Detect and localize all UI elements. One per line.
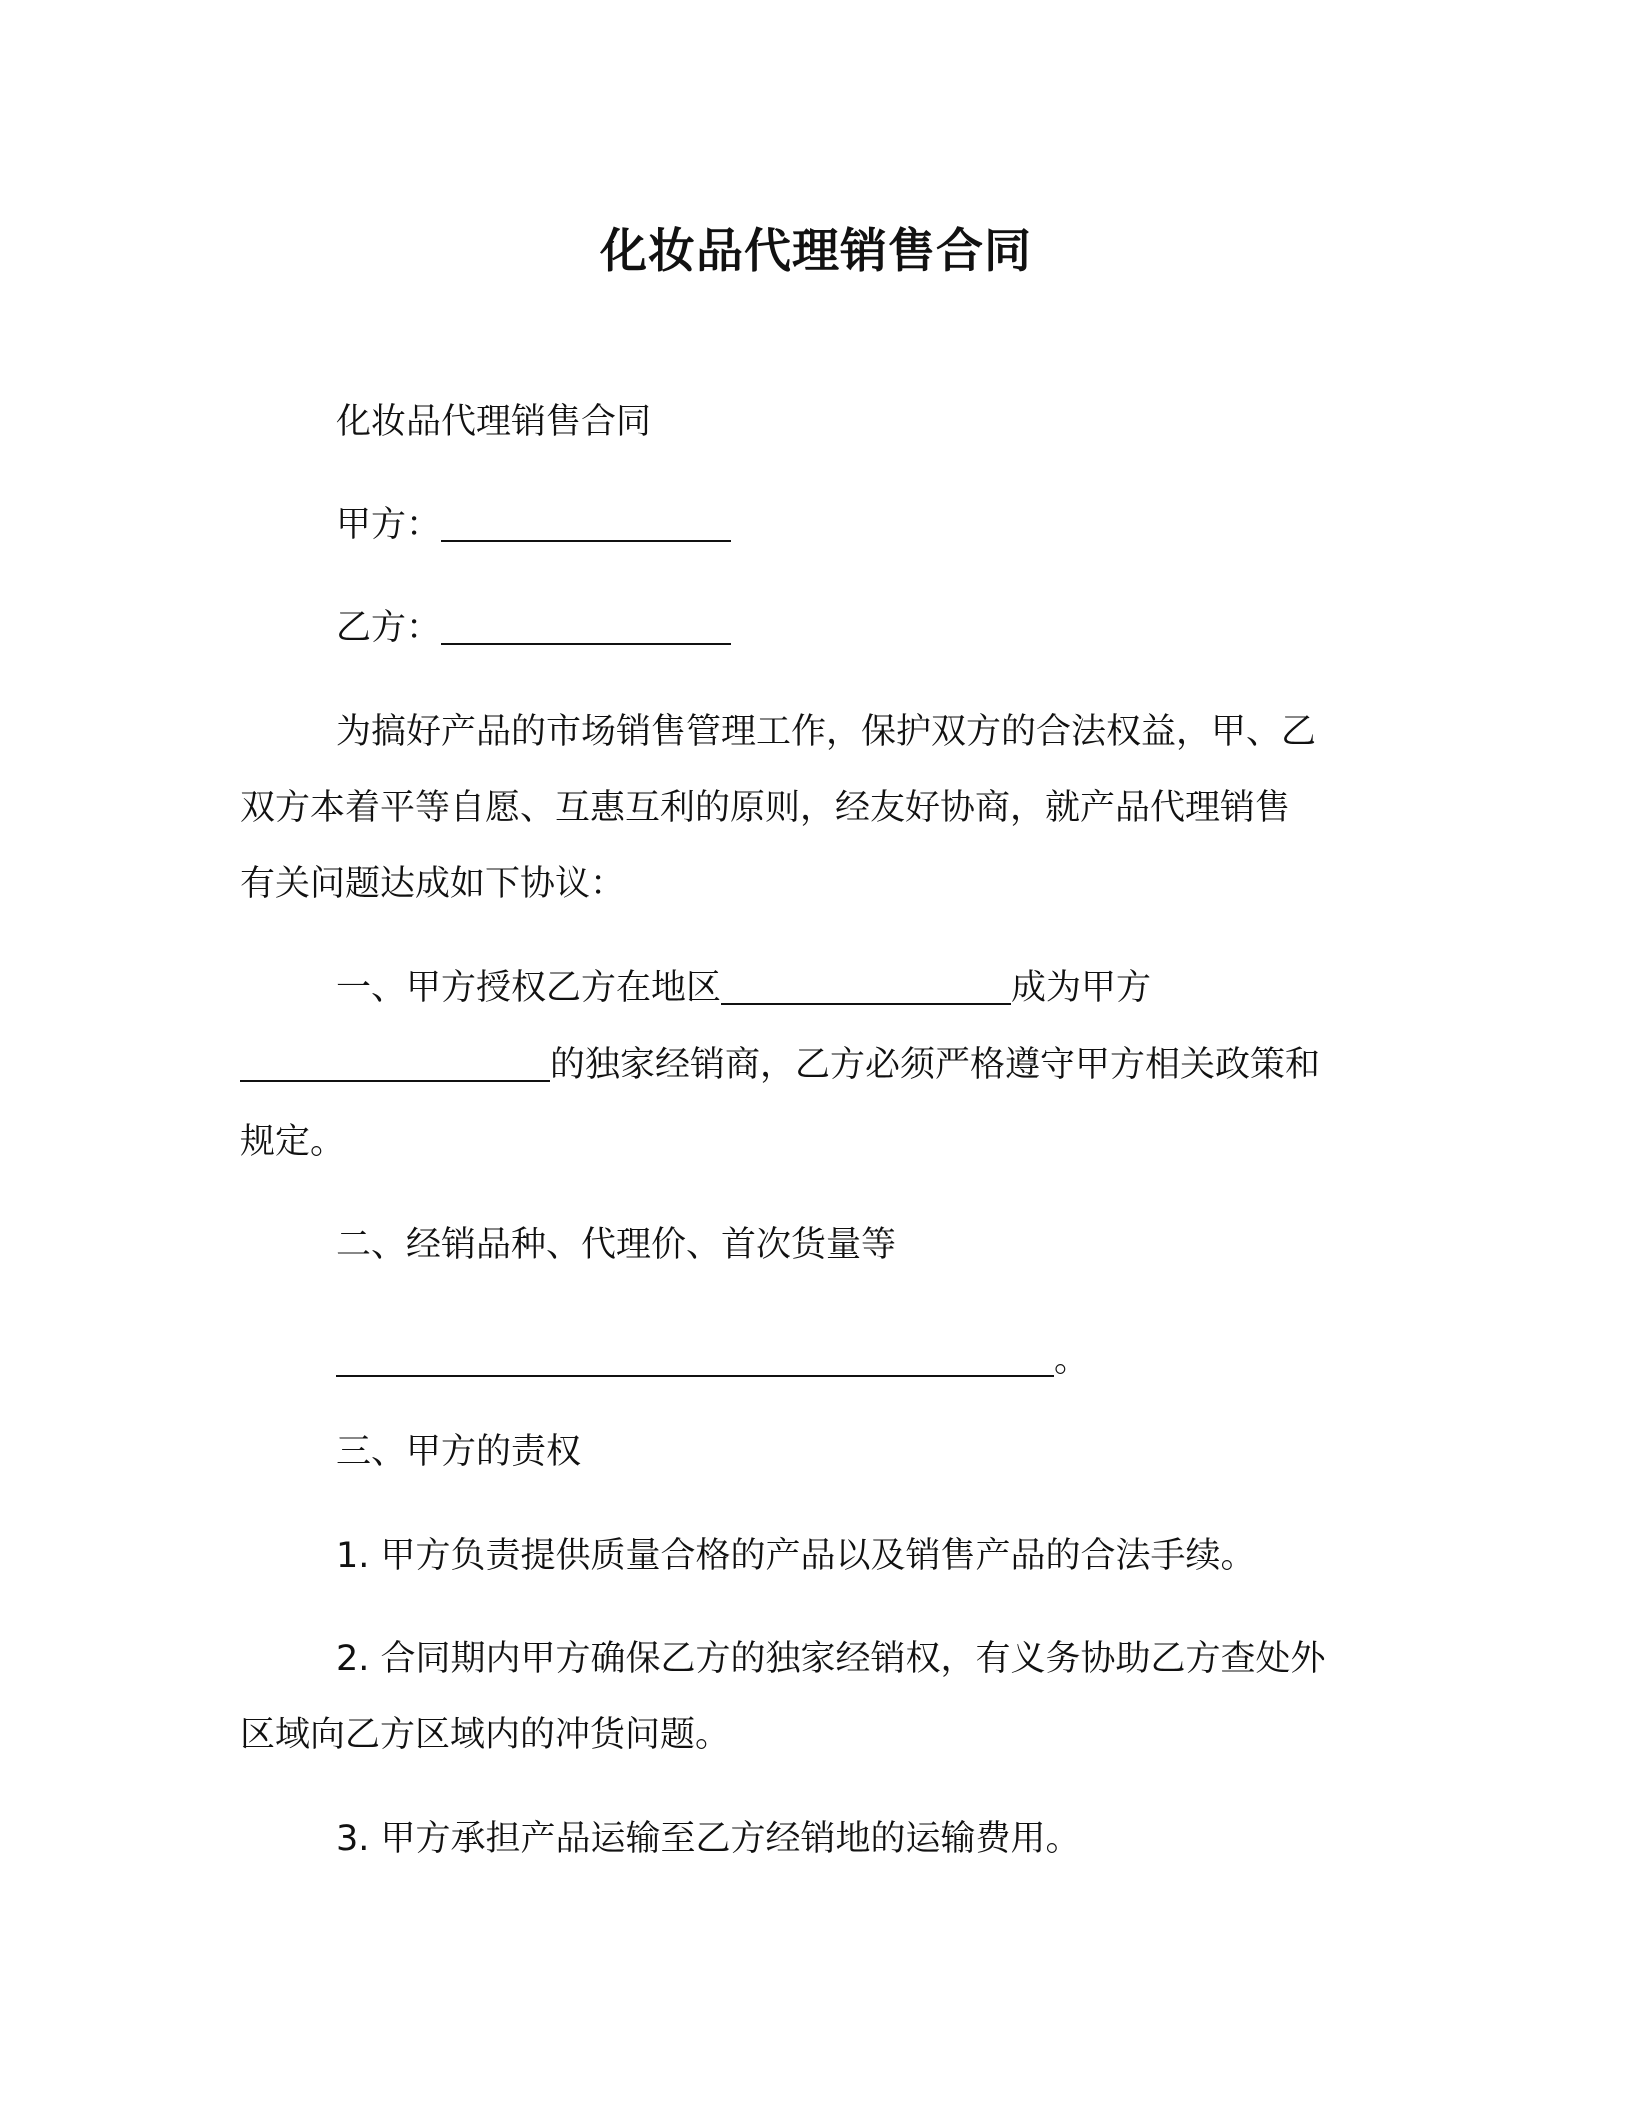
clause1-line-2 [240, 1041, 1400, 1089]
clause1-line-1 [336, 964, 1496, 1012]
party-a-blank [441, 506, 731, 542]
intro-line-3: 有关问题达成如下协议： [240, 864, 626, 904]
clause3-item-3: 3. 甲方承担产品运输至乙方经销地的运输费用。 [336, 1819, 1081, 1859]
party-b-label: 乙方： [336, 608, 442, 648]
party-a-label: 甲方： [336, 505, 442, 545]
clause2-blank-line [336, 1336, 1496, 1384]
clause1-line-3: 规定。 [240, 1122, 346, 1162]
party-a-line [336, 501, 1496, 549]
clause3-item-2-line-1: 2. 合同期内甲方确保乙方的独家经销权，有义务协助乙方查处外 [336, 1639, 1326, 1679]
intro-line-1: 为搞好产品的市场销售管理工作，保护双方的合法权益，甲、乙 [336, 712, 1317, 752]
intro-line-2: 双方本着平等自愿、互惠互利的原则，经友好协商，就产品代理销售 [240, 788, 1291, 828]
region-blank [721, 969, 1011, 1005]
clause2-blank-end: 。 [1054, 1340, 1090, 1380]
clause1-line2-text: 的独家经销商，乙方必须严格遵守甲方相关政策和 [550, 1045, 1321, 1085]
brand-blank [240, 1046, 550, 1082]
clause3-item-1: 1. 甲方负责提供质量合格的产品以及销售产品的合法手续。 [336, 1536, 1256, 1576]
party-b-line [336, 604, 1496, 652]
clause3-heading: 三、甲方的责权 [336, 1432, 582, 1472]
clause1-text-after: 成为甲方 [1011, 968, 1152, 1008]
clause1-text-before: 一、甲方授权乙方在地区 [336, 968, 722, 1008]
document-title: 化妆品代理销售合同 [600, 224, 1032, 279]
party-b-blank [441, 609, 731, 645]
goods-blank [336, 1341, 1054, 1377]
clause3-item-2-line-2: 区域向乙方区域内的冲货问题。 [240, 1715, 731, 1755]
clause2-heading: 二、经销品种、代理价、首次货量等 [336, 1225, 897, 1265]
document-subtitle: 化妆品代理销售合同 [336, 402, 652, 442]
